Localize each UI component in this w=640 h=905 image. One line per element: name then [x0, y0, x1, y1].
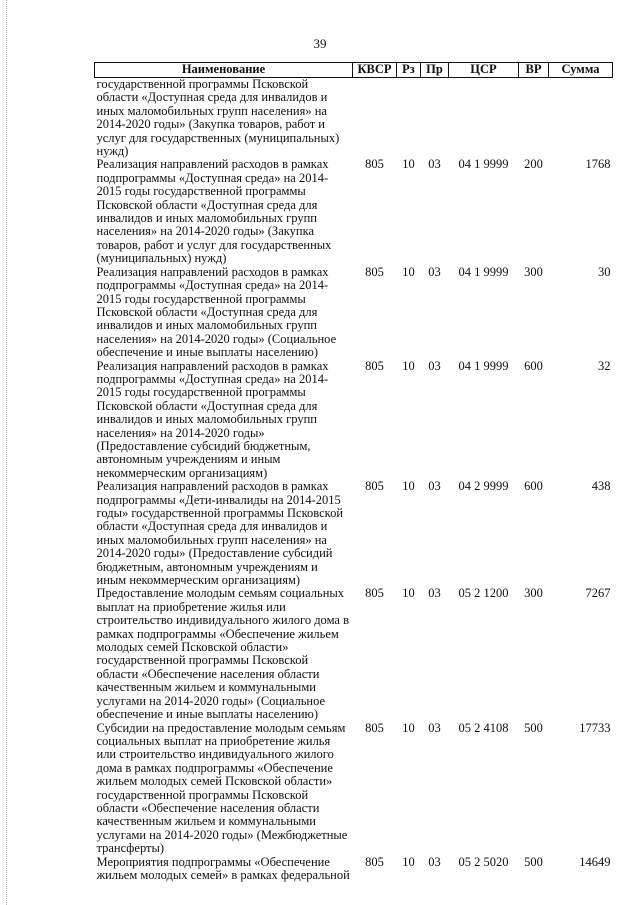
row-kvsr: 805 — [365, 854, 384, 869]
row-sum — [549, 78, 613, 159]
row-vr: 600 — [524, 479, 543, 494]
column-header-pr: Пр — [421, 63, 449, 78]
row-name: Реализация направлений расходов в рамках подпрограммы «Доступная среда» на 2014-2015 годы государственной программы Псковской области «Доступная среда для инвалидов и иных маломобильных групп населения» на 2014-2020 годы» (Предоставление субсидий бюджетным, автономным учреждениям и иным некоммерческим организациям) — [96, 358, 329, 480]
row-vr: 300 — [524, 264, 543, 279]
row-name: Предоставление молодым семьям социальных выплат на приобретение жилья или строительство индивидуального жилого дома в рамках подпрограммы «Обеспечение жильем молодых семей Псковской области» государственной программы Псковской области «Обеспечение населения области качественным жильем и коммунальными услугами на 2014-2020 годы» (Социальное обеспечение и иные выплаты населению) — [96, 586, 349, 722]
row-name: Реализация направлений расходов в рамках подпрограммы «Дети-инвалиды на 2014-2015 годы» государственной программы Псковской области «Доступная среда для инвалидов и иных маломобильных групп населения» на 2014-2020 годы» (Предоставление субсидий бюджетным, автономным учреждениям и иным некоммерческим организациям) — [96, 479, 344, 588]
row-name: Субсидии на предоставление молодым семьям социальных выплат на приобретение жилья или строительство индивидуального жилого дома в рамках подпрограммы «Обеспечение жильем молодых семей Псковской области» государственной программы Псковской области «Обеспечение населения области качественным жильем и коммунальными услугами на 2014-2020 годы» (Межбюджетные трансферты) — [96, 720, 348, 856]
row-csr: 05 2 4108 — [458, 720, 509, 735]
row-pr: 03 — [428, 264, 441, 279]
row-kvsr — [353, 78, 397, 159]
row-pr — [421, 78, 449, 159]
row-csr — [449, 78, 519, 159]
row-rz: 10 — [402, 157, 415, 172]
row-rz: 10 — [402, 720, 415, 735]
row-kvsr: 805 — [365, 358, 384, 373]
table-row — [95, 158, 613, 265]
column-header-vr: ВР — [519, 63, 549, 78]
page-number: 39 — [313, 36, 327, 51]
row-vr: 300 — [524, 586, 543, 601]
table-row — [95, 722, 613, 856]
row-name: Реализация направлений расходов в рамках подпрограммы «Доступная среда» на 2014-2015 годы государственной программы Псковской области «Доступная среда для инвалидов и иных маломобильных групп населения» на 2014-2020 годы» (Закупка товаров, работ и услуг для государственных (муниципальных) нужд) — [96, 157, 332, 266]
column-header-name: Наименование — [95, 63, 353, 78]
column-header-sum: Сумма — [549, 63, 613, 78]
row-csr: 04 2 9999 — [458, 479, 509, 494]
scan-left-edge — [6, 0, 8, 905]
row-kvsr: 805 — [365, 720, 384, 735]
row-rz — [397, 78, 421, 159]
row-vr: 200 — [524, 157, 543, 172]
table-row — [95, 480, 613, 587]
row-vr: 500 — [524, 720, 543, 735]
row-sum: 17733 — [579, 720, 611, 735]
row-csr: 04 1 9999 — [458, 358, 509, 373]
row-pr: 03 — [428, 358, 441, 373]
row-rz: 10 — [402, 586, 415, 601]
row-pr: 03 — [428, 720, 441, 735]
row-pr: 03 — [428, 479, 441, 494]
table-row — [95, 856, 613, 883]
row-pr: 03 — [428, 586, 441, 601]
row-name: Реализация направлений расходов в рамках подпрограммы «Доступная среда» на 2014-2015 годы государственной программы Псковской области «Доступная среда для инвалидов и иных маломобильных групп населения» на 2014-2020 годы» (Социальное обеспечение и иные выплаты населению) — [96, 264, 337, 360]
row-sum: 7267 — [585, 586, 611, 601]
row-sum: 30 — [598, 264, 611, 279]
row-name: Мероприятия подпрограммы «Обеспечение жильем молодых семей» в рамках федеральной — [96, 854, 350, 882]
table-row — [95, 78, 613, 159]
table-row — [95, 266, 613, 360]
row-csr: 04 1 9999 — [458, 264, 509, 279]
column-header-kvsr: КВСР — [353, 63, 397, 78]
row-kvsr: 805 — [365, 157, 384, 172]
row-rz: 10 — [402, 479, 415, 494]
row-vr — [519, 78, 549, 159]
row-kvsr: 805 — [365, 479, 384, 494]
row-name: государственной программы Псковской области «Доступная среда для инвалидов и иных маломобильных групп населения» на 2014-2020 годы» (Закупка товаров, работ и услуг для государственных (муниципальных) нужд) — [96, 77, 340, 159]
row-pr: 03 — [428, 157, 441, 172]
row-rz: 10 — [402, 854, 415, 869]
row-rz: 10 — [402, 264, 415, 279]
row-sum: 1768 — [585, 157, 611, 172]
row-sum: 32 — [598, 358, 611, 373]
row-kvsr: 805 — [365, 264, 384, 279]
row-pr: 03 — [428, 854, 441, 869]
budget-table — [94, 62, 613, 882]
row-csr: 05 2 5020 — [458, 854, 509, 869]
row-csr: 04 1 9999 — [458, 157, 509, 172]
table-row — [95, 587, 613, 721]
row-vr: 600 — [524, 358, 543, 373]
table-header-row — [95, 63, 613, 78]
row-csr: 05 2 1200 — [458, 586, 509, 601]
row-sum: 438 — [591, 479, 611, 494]
row-rz: 10 — [402, 358, 415, 373]
row-vr: 500 — [524, 854, 543, 869]
column-header-csr: ЦСР — [449, 63, 519, 78]
row-kvsr: 805 — [365, 586, 384, 601]
table-row — [95, 360, 613, 481]
row-sum: 14649 — [579, 854, 611, 869]
column-header-rz: Рз — [397, 63, 421, 78]
